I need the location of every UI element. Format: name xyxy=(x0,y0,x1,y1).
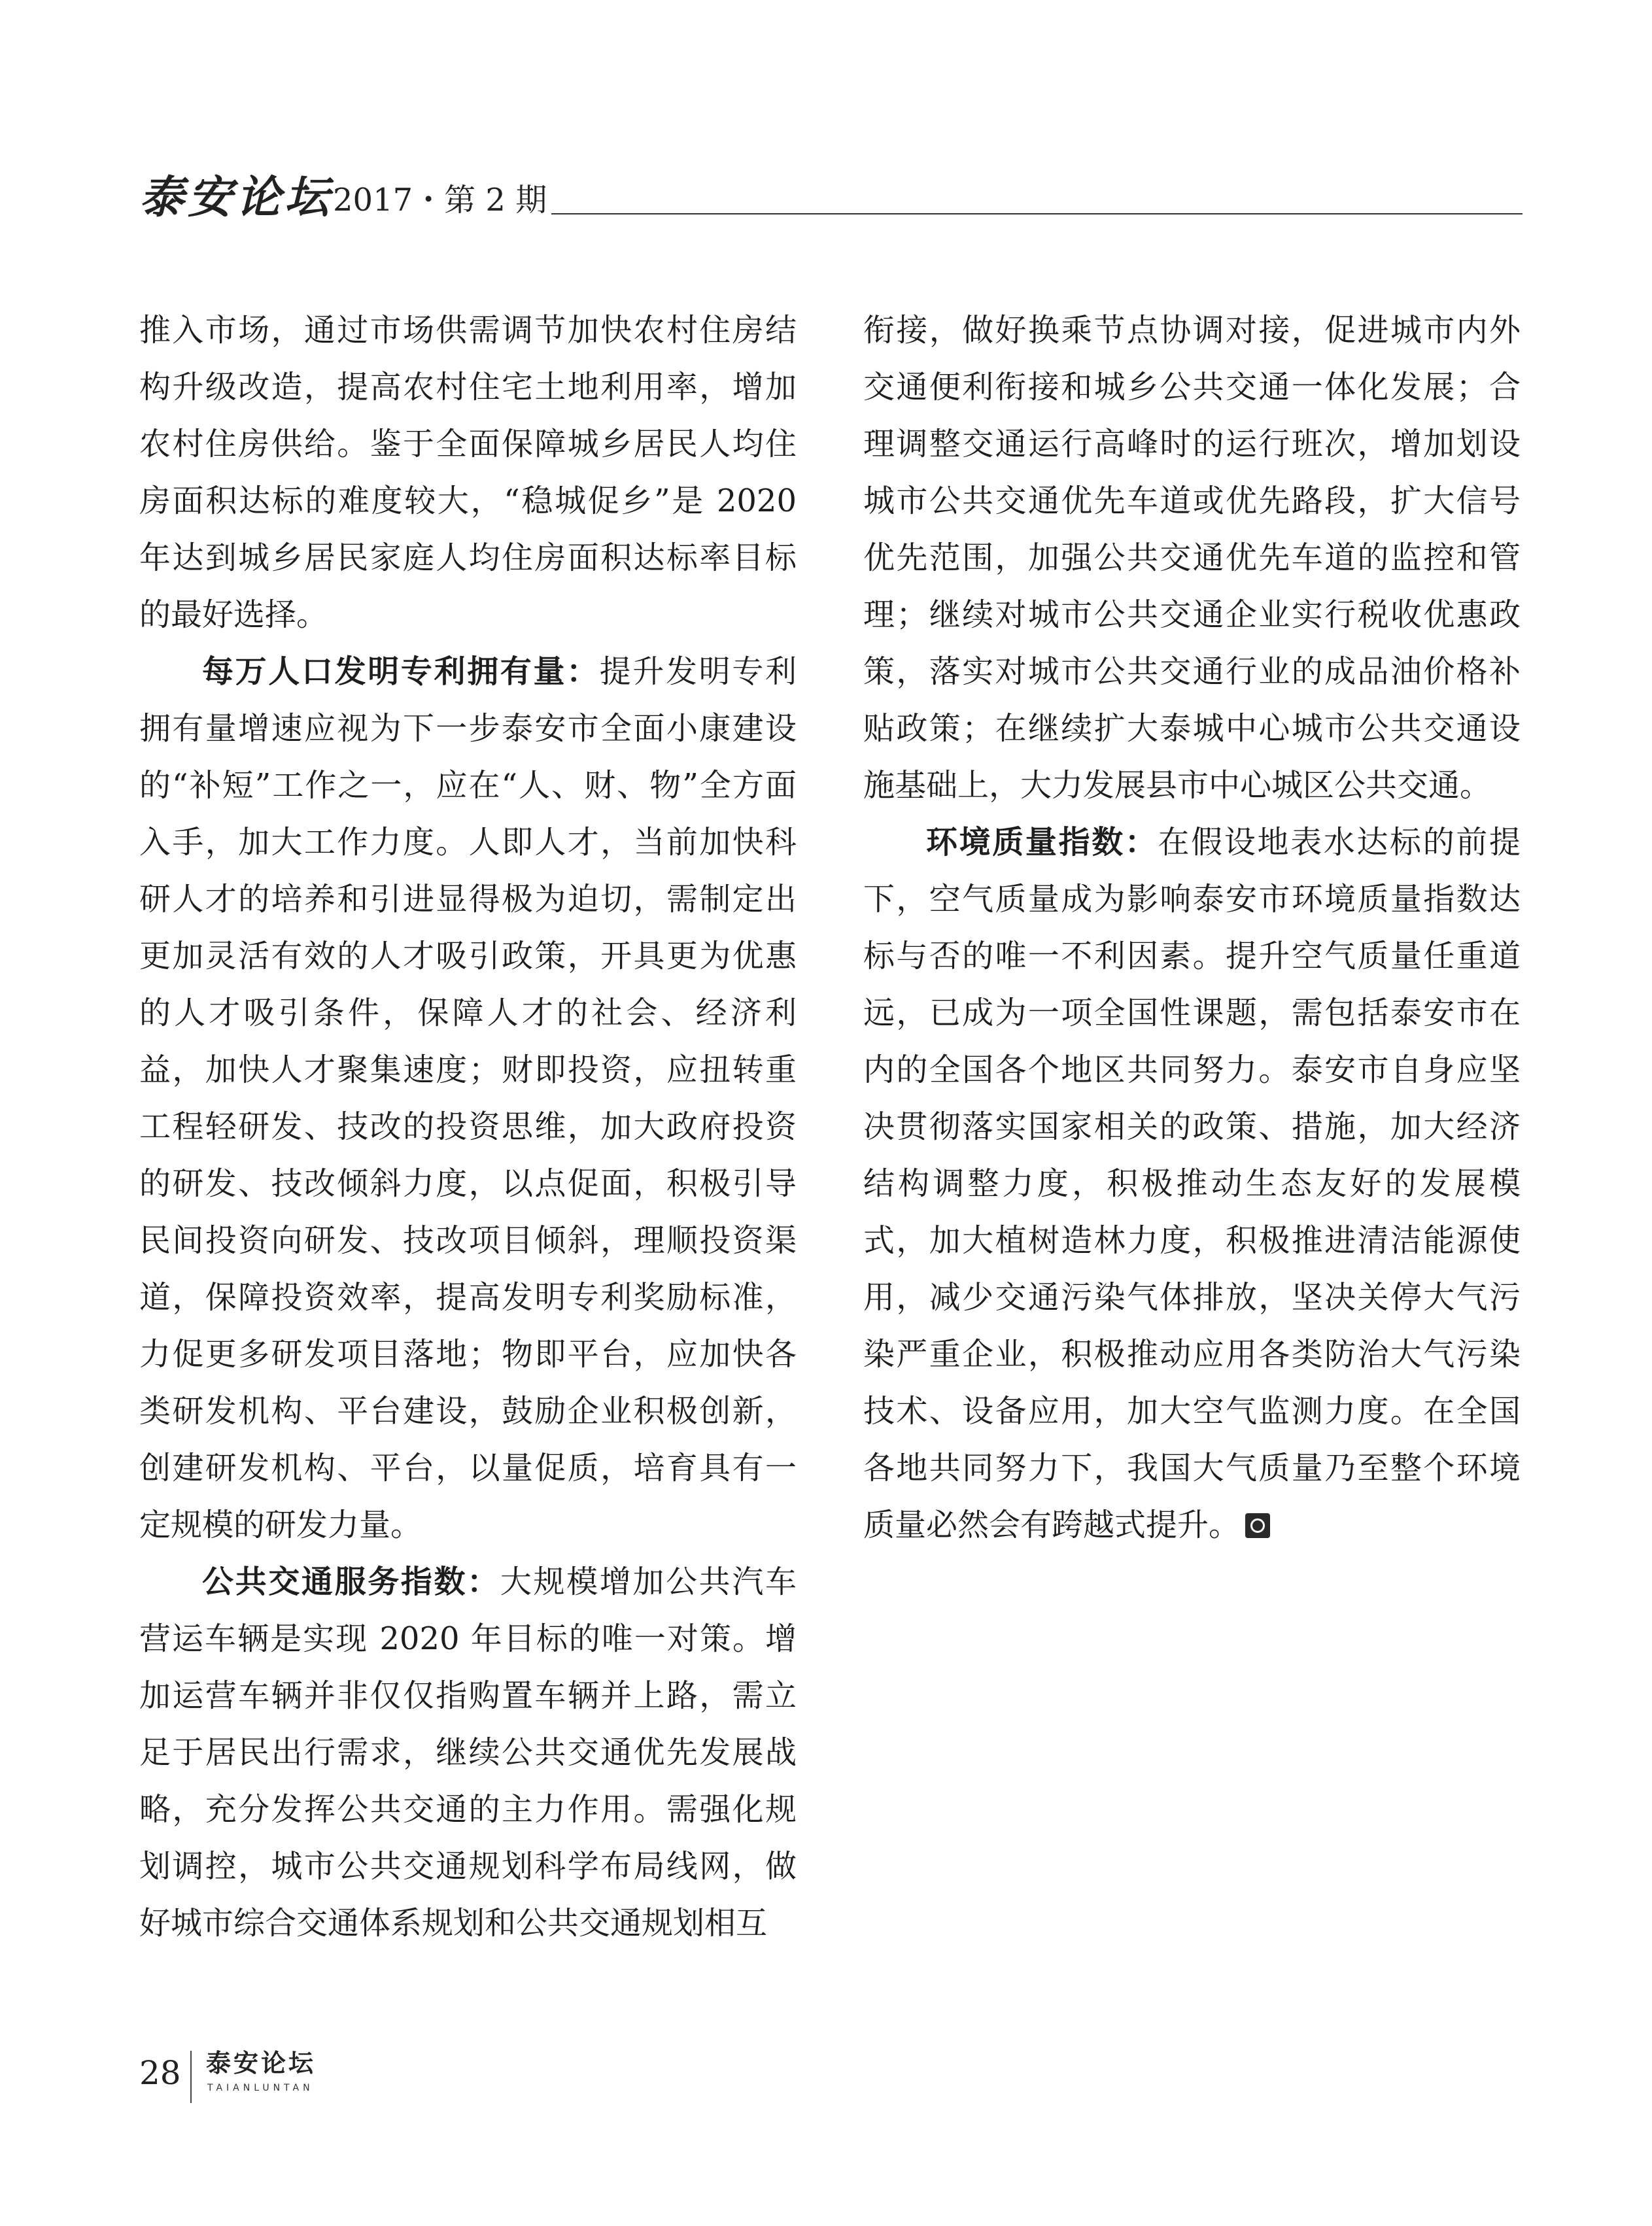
heading-transit: 公共交通服务指数： xyxy=(202,1564,500,1600)
paragraph-transit xyxy=(139,1554,797,1952)
footer-divider xyxy=(190,2051,192,2103)
running-header xyxy=(139,171,1523,224)
end-of-article-icon xyxy=(1245,1513,1270,1538)
paragraph-housing: 推入市场，通过市场供需调节加快农村住房结构升级改造，提高农村住宅土地利用率，增加农村住房供给。鉴于全面保障城乡居民人均住房面积达标的难度较大，“稳城促乡”是 2020 年达到城乡居民家庭人均住房面积达标率目标的最好选择。 xyxy=(139,312,797,633)
right-column xyxy=(863,302,1521,1554)
issue-label: 2017・第 2 期 xyxy=(333,182,547,218)
heading-patents: 每万人口发明专利拥有量： xyxy=(202,653,600,690)
paragraph-environment xyxy=(863,814,1521,1554)
body-patents: 提升发明专利拥有量增速应视为下一步泰安市全面小康建设的“补短”工作之一，应在“人、财、物”全方面入手，加大工作力度。人即人才，当前加快科研人才的培养和引进显得极为迫切，需制定出更加灵活有效的人才吸引政策，开具更为优惠的人才吸引条件，保障人才的社会、经济利益，加快人才聚集速度；财即投资，应扭转重工程轻研发、技改的投资思维，加大政府投资的研发、技改倾斜力度，以点促面，积极引导民间投资向研发、技改项目倾斜，理顺投资渠道，保障投资效率，提高发明专利奖励标准，力促更多研发项目落地；物即平台，应加快各类研发机构、平台建设，鼓励企业积极创新，创建研发机构、平台，以量促质，培育具有一定规模的研发力量。 xyxy=(139,653,797,1543)
page-footer xyxy=(139,2048,532,2107)
paragraph-patents xyxy=(139,643,797,1554)
paragraph-transit-continued: 衔接，做好换乘节点协调对接，促进城市内外交通便利衔接和城乡公共交通一体化发展；合理调整交通运行高峰时的运行班次，增加划设城市公共交通优先车道或优先路段，扩大信号优先范围，加强公共交通优先车道的监控和管理；继续对城市公共交通企业实行税收优惠政策，落实对城市公共交通行业的成品油价格补贴政策；在继续扩大泰城中心城市公共交通设施基础上，大力发展县市中心城区公共交通。 xyxy=(863,312,1521,804)
body-environment: 在假设地表水达标的前提下，空气质量成为影响泰安市环境质量指数达标与否的唯一不利因素。提升空气质量任重道远，已成为一项全国性课题，需包括泰安市在内的全国各个地区共同努力。泰安市自身应坚决贯彻落实国家相关的政策、措施，加大经济结构调整力度，积极推动生态友好的发展模式，加大植树造林力度，积极推进清洁能源使用，减少交通污染气体排放，坚决关停大气污染严重企业，积极推动应用各类防治大气污染技术、设备应用，加大空气监测力度。在全国各地共同努力下，我国大气质量乃至整个环境质量必然会有跨越式提升。 xyxy=(863,824,1521,1543)
header-rule xyxy=(551,213,1523,214)
left-column xyxy=(139,302,797,1952)
journal-title: 泰安论坛 xyxy=(139,171,334,224)
footer-journal-name: 泰安论坛 xyxy=(206,2049,317,2078)
heading-environment: 环境质量指数： xyxy=(926,824,1158,861)
body-transit: 大规模增加公共汽车营运车辆是实现 2020 年目标的唯一对策。增加运营车辆并非仅仅指购置车辆并上路，需立足于居民出行需求，继续公共交通优先发展战略，充分发挥公共交通的主力作用。需强化规划调控，城市公共交通规划科学布局线网，做好城市综合交通体系规划和公共交通规划相互 xyxy=(139,1564,797,1942)
page-number: 28 xyxy=(139,2054,181,2092)
footer-journal-pinyin: TAIANLUNTAN xyxy=(207,2083,314,2093)
